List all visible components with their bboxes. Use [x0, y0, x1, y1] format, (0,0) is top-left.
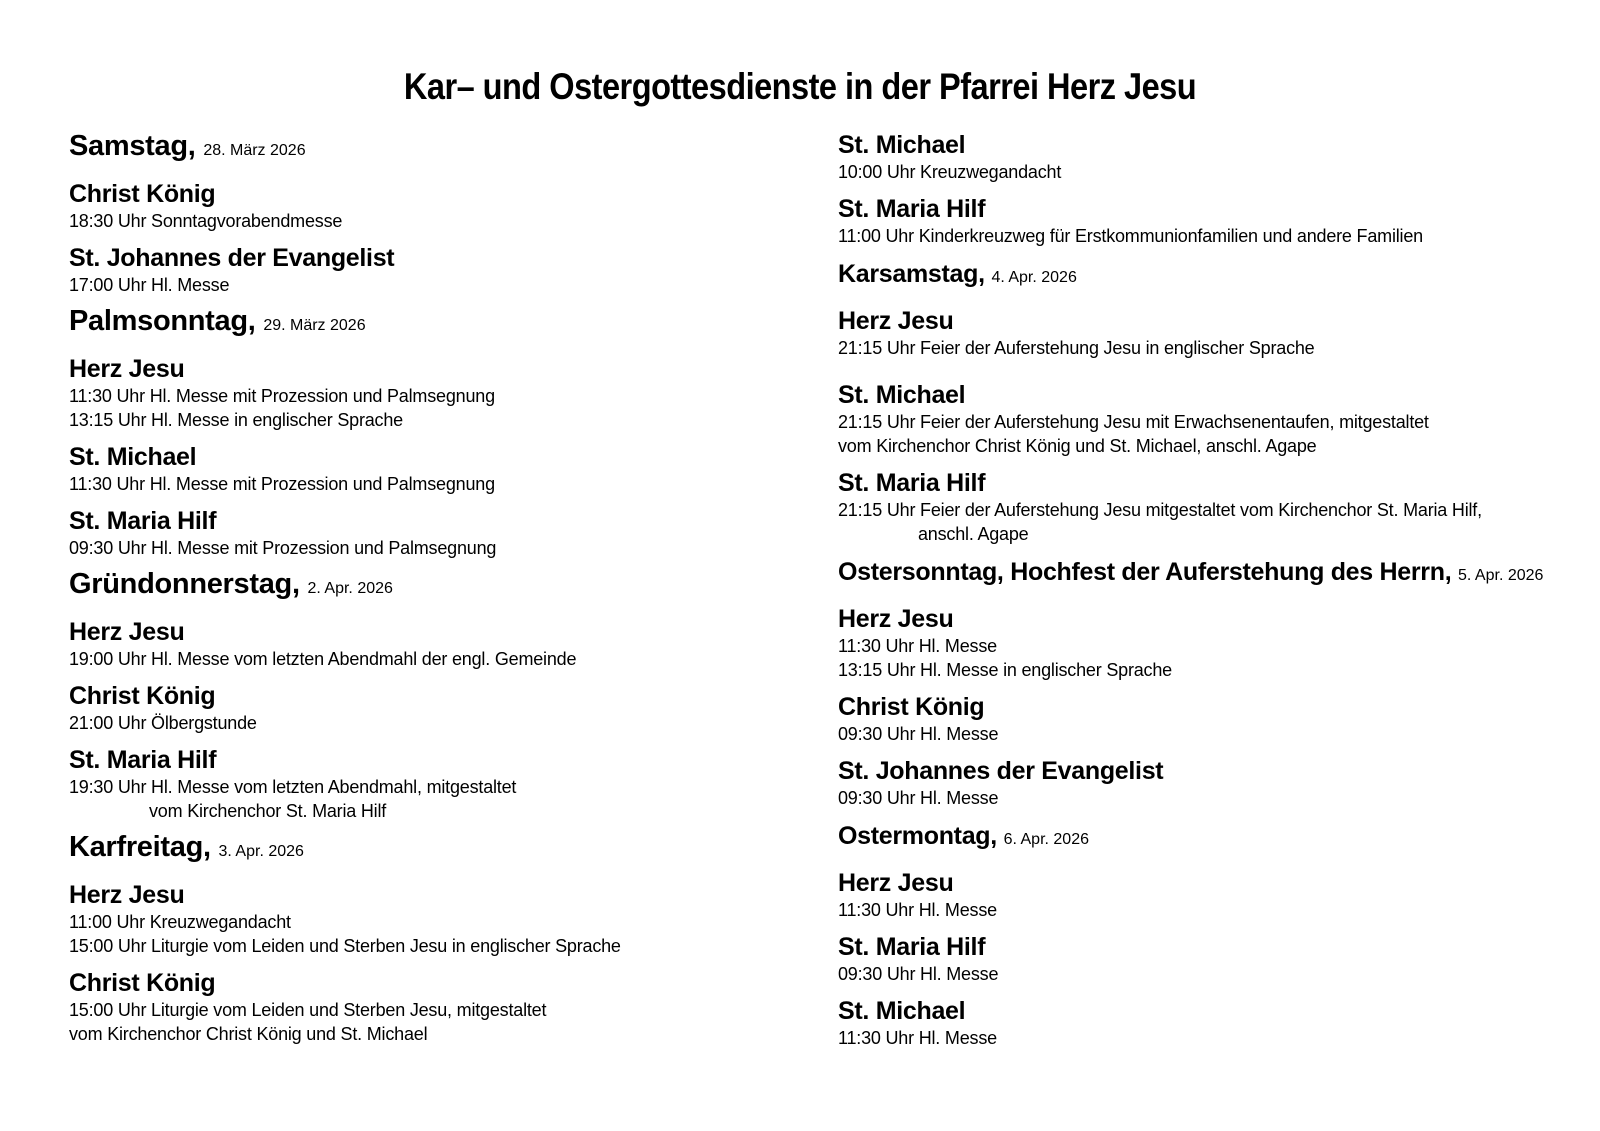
service-line: 09:30 Uhr Hl. Messe mit Prozession und Palmsegnung — [69, 538, 497, 558]
service-line: 11:30 Uhr Hl. Messe mit Prozession und Palmsegnung — [69, 474, 495, 494]
service-line: 11:30 Uhr Hl. Messe mit Prozession und Palmsegnung — [69, 386, 495, 406]
church-name: Christ König — [69, 180, 216, 208]
service-line: vom Kirchenchor Christ König und St. Michael, anschl. Agape — [838, 436, 1317, 456]
service-line: 21:15 Uhr Feier der Auferstehung Jesu in englischer Sprache — [838, 338, 1315, 358]
service-line: 11:00 Uhr Kreuzwegandacht — [69, 912, 291, 932]
service-line: 15:00 Uhr Liturgie vom Leiden und Sterben Jesu in englischer Sprache — [69, 936, 621, 956]
church-name: St. Maria Hilf — [838, 469, 986, 497]
service-line: 18:30 Uhr Sonntagvorabendmesse — [69, 211, 343, 231]
page-title: Kar– und Ostergottesdienste in der Pfarrei Herz Jesu — [403, 66, 1197, 107]
day-heading-karfreitag — [69, 829, 829, 870]
service-line: 17:00 Uhr Hl. Messe — [69, 275, 230, 295]
day-date: 4. Apr. 2026 — [991, 269, 1077, 286]
church-name: Herz Jesu — [69, 881, 185, 909]
day-name: Palmsonntag, — [69, 305, 256, 337]
day-name: Samstag, — [69, 130, 196, 162]
day-heading-ostermontag — [838, 818, 1598, 858]
service-line: 11:30 Uhr Hl. Messe — [838, 900, 997, 920]
service-line: vom Kirchenchor Christ König und St. Michael — [69, 1024, 428, 1044]
day-heading-samstag — [69, 128, 829, 169]
service-line: anschl. Agape — [918, 524, 1029, 544]
service-line: 11:30 Uhr Hl. Messe — [838, 1028, 997, 1048]
church-name: St. Maria Hilf — [69, 746, 217, 774]
church-name: St. Maria Hilf — [69, 507, 217, 535]
church-name: St. Johannes der Evangelist — [69, 244, 395, 272]
church-name: St. Maria Hilf — [838, 195, 986, 223]
church-name: Christ König — [69, 682, 216, 710]
church-name: St. Michael — [838, 381, 966, 409]
service-line: 21:15 Uhr Feier der Auferstehung Jesu mitgestaltet vom Kirchenchor St. Maria Hilf, — [838, 500, 1482, 520]
left-column — [69, 128, 829, 1046]
service-line: 21:00 Uhr Ölbergstunde — [69, 713, 257, 733]
day-date: 2. Apr. 2026 — [307, 580, 393, 597]
service-line: 09:30 Uhr Hl. Messe — [838, 788, 999, 808]
day-name: Karsamstag, — [838, 260, 985, 288]
church-name: Christ König — [838, 693, 985, 721]
church-name: Herz Jesu — [838, 605, 954, 633]
service-line: 09:30 Uhr Hl. Messe — [838, 724, 999, 744]
church-name: Christ König — [69, 969, 216, 997]
church-name: Herz Jesu — [69, 355, 185, 383]
church-name: St. Johannes der Evangelist — [838, 757, 1164, 785]
service-line: 09:30 Uhr Hl. Messe — [838, 964, 999, 984]
right-column — [838, 128, 1598, 1050]
day-heading-palmsonntag — [69, 303, 829, 344]
day-heading-gruendonnerstag — [69, 566, 829, 607]
day-name: Karfreitag, — [69, 831, 211, 863]
service-line: 13:15 Uhr Hl. Messe in englischer Sprache — [69, 410, 403, 430]
day-date: 3. Apr. 2026 — [218, 843, 304, 860]
service-line: 11:00 Uhr Kinderkreuzweg für Erstkommunionfamilien und andere Familien — [838, 226, 1423, 246]
day-name: Gründonnerstag, — [69, 568, 300, 600]
day-heading-karsamstag — [838, 256, 1598, 296]
day-name: Ostermontag, — [838, 822, 997, 850]
service-line: 13:15 Uhr Hl. Messe in englischer Sprache — [838, 660, 1172, 680]
church-name: Herz Jesu — [838, 307, 954, 335]
service-line: 15:00 Uhr Liturgie vom Leiden und Sterben Jesu, mitgestaltet — [69, 1000, 547, 1020]
church-name: Herz Jesu — [69, 618, 185, 646]
service-line: 10:00 Uhr Kreuzwegandacht — [838, 162, 1062, 182]
service-line: 19:00 Uhr Hl. Messe vom letzten Abendmahl der engl. Gemeinde — [69, 649, 577, 669]
church-name: Herz Jesu — [838, 869, 954, 897]
church-name: St. Maria Hilf — [838, 933, 986, 961]
day-date: 6. Apr. 2026 — [1003, 831, 1089, 848]
service-line: vom Kirchenchor St. Maria Hilf — [149, 801, 387, 821]
church-name: St. Michael — [838, 997, 966, 1025]
service-line: 21:15 Uhr Feier der Auferstehung Jesu mit Erwachsenentaufen, mitgestaltet — [838, 412, 1429, 432]
day-name: Ostersonntag, Hochfest der Auferstehung des Herrn, — [838, 558, 1452, 586]
church-name: St. Michael — [69, 443, 197, 471]
day-heading-ostersonntag — [838, 554, 1598, 594]
service-line: 19:30 Uhr Hl. Messe vom letzten Abendmahl, mitgestaltet — [69, 777, 517, 797]
church-name: St. Michael — [838, 131, 966, 159]
service-line: 11:30 Uhr Hl. Messe — [838, 636, 997, 656]
day-date: 28. März 2026 — [203, 142, 306, 159]
day-date: 29. März 2026 — [263, 317, 366, 334]
day-date: 5. Apr. 2026 — [1458, 567, 1544, 584]
